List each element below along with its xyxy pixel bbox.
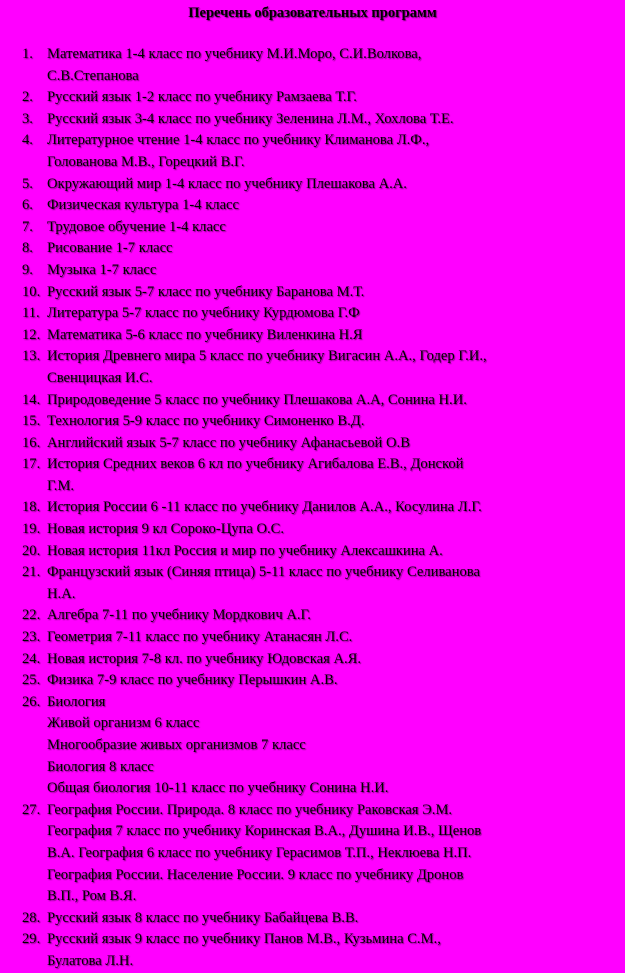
- list-item-number: 16.: [22, 434, 41, 451]
- list-item-number: 12.: [22, 326, 41, 343]
- list-item-line: Английский язык 5-7 класс по учебнику Афанасьевой О.В: [47, 434, 410, 451]
- list-item-line: Окружающий мир 1-4 класс по учебнику Плешакова А.А.: [47, 175, 407, 192]
- list-item-number: 24.: [22, 650, 41, 667]
- list-item-line: Русский язык 5-7 класс по учебнику Баранова М.Т.: [47, 283, 365, 300]
- list-item-line: Технология 5-9 класс по учебнику Симоненко В.Д.: [47, 413, 365, 430]
- list-item-line: Н.А.: [47, 585, 76, 602]
- list-item-line: Живой организм 6 класс: [47, 715, 200, 732]
- list-item-line: В.А. География 6 класс по учебнику Герасимов Т.П., Неклюева Н.П.: [47, 844, 472, 861]
- list-item: [0, 627, 620, 649]
- list-item: [0, 908, 620, 930]
- list-item-number: 13.: [22, 348, 41, 365]
- list-item-line: География 7 класс по учебнику Коринская В.А., Душина И.В., Щенов: [47, 823, 482, 840]
- list-item-line: Математика 1-4 класс по учебнику М.И.Моро, С.И.Волкова,: [47, 46, 422, 62]
- list-item-number: 3.: [22, 110, 33, 127]
- page-title: Перечень образовательных программ: [188, 5, 437, 21]
- list-item-line: История Древнего мира 5 класс по учебнику Вигасин А.А., Годер Г.И.,: [47, 348, 487, 365]
- list-item-number: 1.: [22, 46, 33, 62]
- list-item-line: В.П., Ром В.Я.: [47, 888, 137, 905]
- list-item: [0, 411, 620, 433]
- list-item-line: Голованова М.В., Горецкий В.Г.: [47, 153, 245, 170]
- list-item: [0, 519, 620, 541]
- list-item-number: 29.: [22, 931, 41, 948]
- list-item-number: 22.: [22, 607, 41, 624]
- list-item: [0, 130, 620, 173]
- list-item: [0, 238, 620, 260]
- list-item: [0, 195, 620, 217]
- list-item-number: 9.: [22, 261, 33, 278]
- list-item-number: 15.: [22, 413, 41, 430]
- list-item-number: 2.: [22, 89, 33, 106]
- list-item-number: 11.: [22, 305, 40, 322]
- list-item: [0, 670, 620, 692]
- list-item-number: 20.: [22, 542, 41, 559]
- list-item-line: История Средних веков 6 кл по учебнику Агибалова Е.В., Донской: [47, 456, 464, 473]
- list-item-number: 7.: [22, 218, 33, 235]
- list-item: [0, 541, 620, 563]
- list-item-line: Русский язык 3-4 класс по учебнику Зеленина Л.М., Хохлова Т.Е.: [47, 110, 454, 127]
- list-item-number: 5.: [22, 175, 33, 192]
- list-item-number: 18.: [22, 499, 41, 516]
- list-item: [0, 325, 620, 347]
- list-item-line: История России 6 -11 класс по учебнику Данилов А.А., Косулина Л.Г.: [47, 499, 482, 516]
- list-item: [0, 346, 620, 389]
- list-item: [0, 605, 620, 627]
- list-item-line: Трудовое обучение 1-4 класс: [47, 218, 226, 235]
- list-item-line: Новая история 11кл Россия и мир по учебнику Алексашкина А.: [47, 542, 443, 559]
- list-item: [0, 174, 620, 196]
- list-item-line: С.В.Степанова: [47, 67, 139, 84]
- list-item: [0, 692, 620, 800]
- list-item: [0, 109, 620, 131]
- list-item-number: 28.: [22, 909, 41, 926]
- list-item-line: Биология: [47, 693, 106, 710]
- list-item: [0, 649, 620, 671]
- list-item-line: Алгебра 7-11 по учебнику Мордкович А.Г.: [47, 607, 311, 624]
- list-item-line: Свенцицкая И.С.: [47, 369, 153, 386]
- list-item-line: Русский язык 9 класс по учебнику Панов М.В., Кузьмина С.М.,: [47, 931, 441, 948]
- list-item: [0, 303, 620, 325]
- list-item-line: Булатова Л.Н.: [47, 952, 134, 969]
- list-item: [0, 929, 620, 972]
- list-item-line: Литература 5-7 класс по учебнику Курдюмова Г.Ф: [47, 305, 360, 322]
- list-item-line: Новая история 9 кл Сороко-Цупа О.С.: [47, 521, 285, 538]
- list-item-line: Рисование 1-7 класс: [47, 240, 173, 257]
- list-item-line: Музыка 1-7 класс: [47, 261, 157, 278]
- list-item-number: 6.: [22, 197, 33, 214]
- list-item-line: География России. Природа. 8 класс по учебнику Раковская Э.М.: [47, 801, 453, 818]
- list-item: [0, 217, 620, 239]
- list-item-line: Многообразие живых организмов 7 класс: [47, 737, 306, 753]
- list-item-number: 8.: [22, 240, 33, 257]
- list-item: [0, 260, 620, 282]
- list-item-number: 17.: [22, 456, 41, 473]
- list-item: [0, 390, 620, 412]
- list-item-line: Общая биология 10-11 класс по учебнику Сонина Н.И.: [47, 780, 389, 797]
- list-item: [0, 800, 620, 908]
- list-item-line: Физика 7-9 класс по учебнику Перышкин А.В.: [47, 672, 338, 689]
- list-item-line: Русский язык 8 класс по учебнику Бабайцева В.В.: [47, 909, 359, 926]
- list-item-number: 4.: [22, 132, 33, 149]
- list-item-line: Русский язык 1-2 класс по учебнику Рамзаева Т.Г.: [47, 89, 357, 106]
- list-item-number: 27.: [22, 801, 41, 818]
- list-item: [0, 87, 620, 109]
- list-item-number: 19.: [22, 521, 41, 538]
- list-item-number: 23.: [22, 629, 41, 646]
- list-item: [0, 497, 620, 519]
- list-item-line: Литературное чтение 1-4 класс по учебнику Климанова Л.Ф.,: [47, 132, 430, 149]
- list-item-number: 26.: [22, 693, 41, 710]
- list-item-line: Природоведение 5 класс по учебнику Плешакова А.А, Сонина Н.И.: [47, 391, 467, 408]
- list-item-number: 25.: [22, 672, 41, 689]
- list-item-line: Г.М.: [47, 477, 75, 494]
- list-item: [0, 282, 620, 304]
- list-item: [0, 44, 620, 87]
- list-item-line: Французский язык (Синяя птица) 5-11 класс по учебнику Селиванова: [47, 564, 480, 581]
- list-item-line: Новая история 7-8 кл. по учебнику Юдовская А.Я.: [47, 650, 362, 667]
- list-item-line: Геометрия 7-11 класс по учебнику Атанасян Л.С.: [47, 629, 353, 646]
- list-item-line: Биология 8 класс: [47, 758, 154, 775]
- program-list: [0, 44, 620, 973]
- list-item: [0, 433, 620, 455]
- list-item-line: Физическая культура 1-4 класс: [47, 197, 240, 214]
- list-item-line: Математика 5-6 класс по учебнику Виленкина Н.Я: [47, 326, 363, 343]
- list-item: [0, 454, 620, 497]
- list-item: [0, 562, 620, 605]
- list-item-number: 10.: [22, 283, 41, 300]
- list-item-line: География России. Население России. 9 класс по учебнику Дронов: [47, 866, 464, 883]
- list-item-number: 21.: [22, 564, 41, 581]
- list-item-number: 14.: [22, 391, 41, 408]
